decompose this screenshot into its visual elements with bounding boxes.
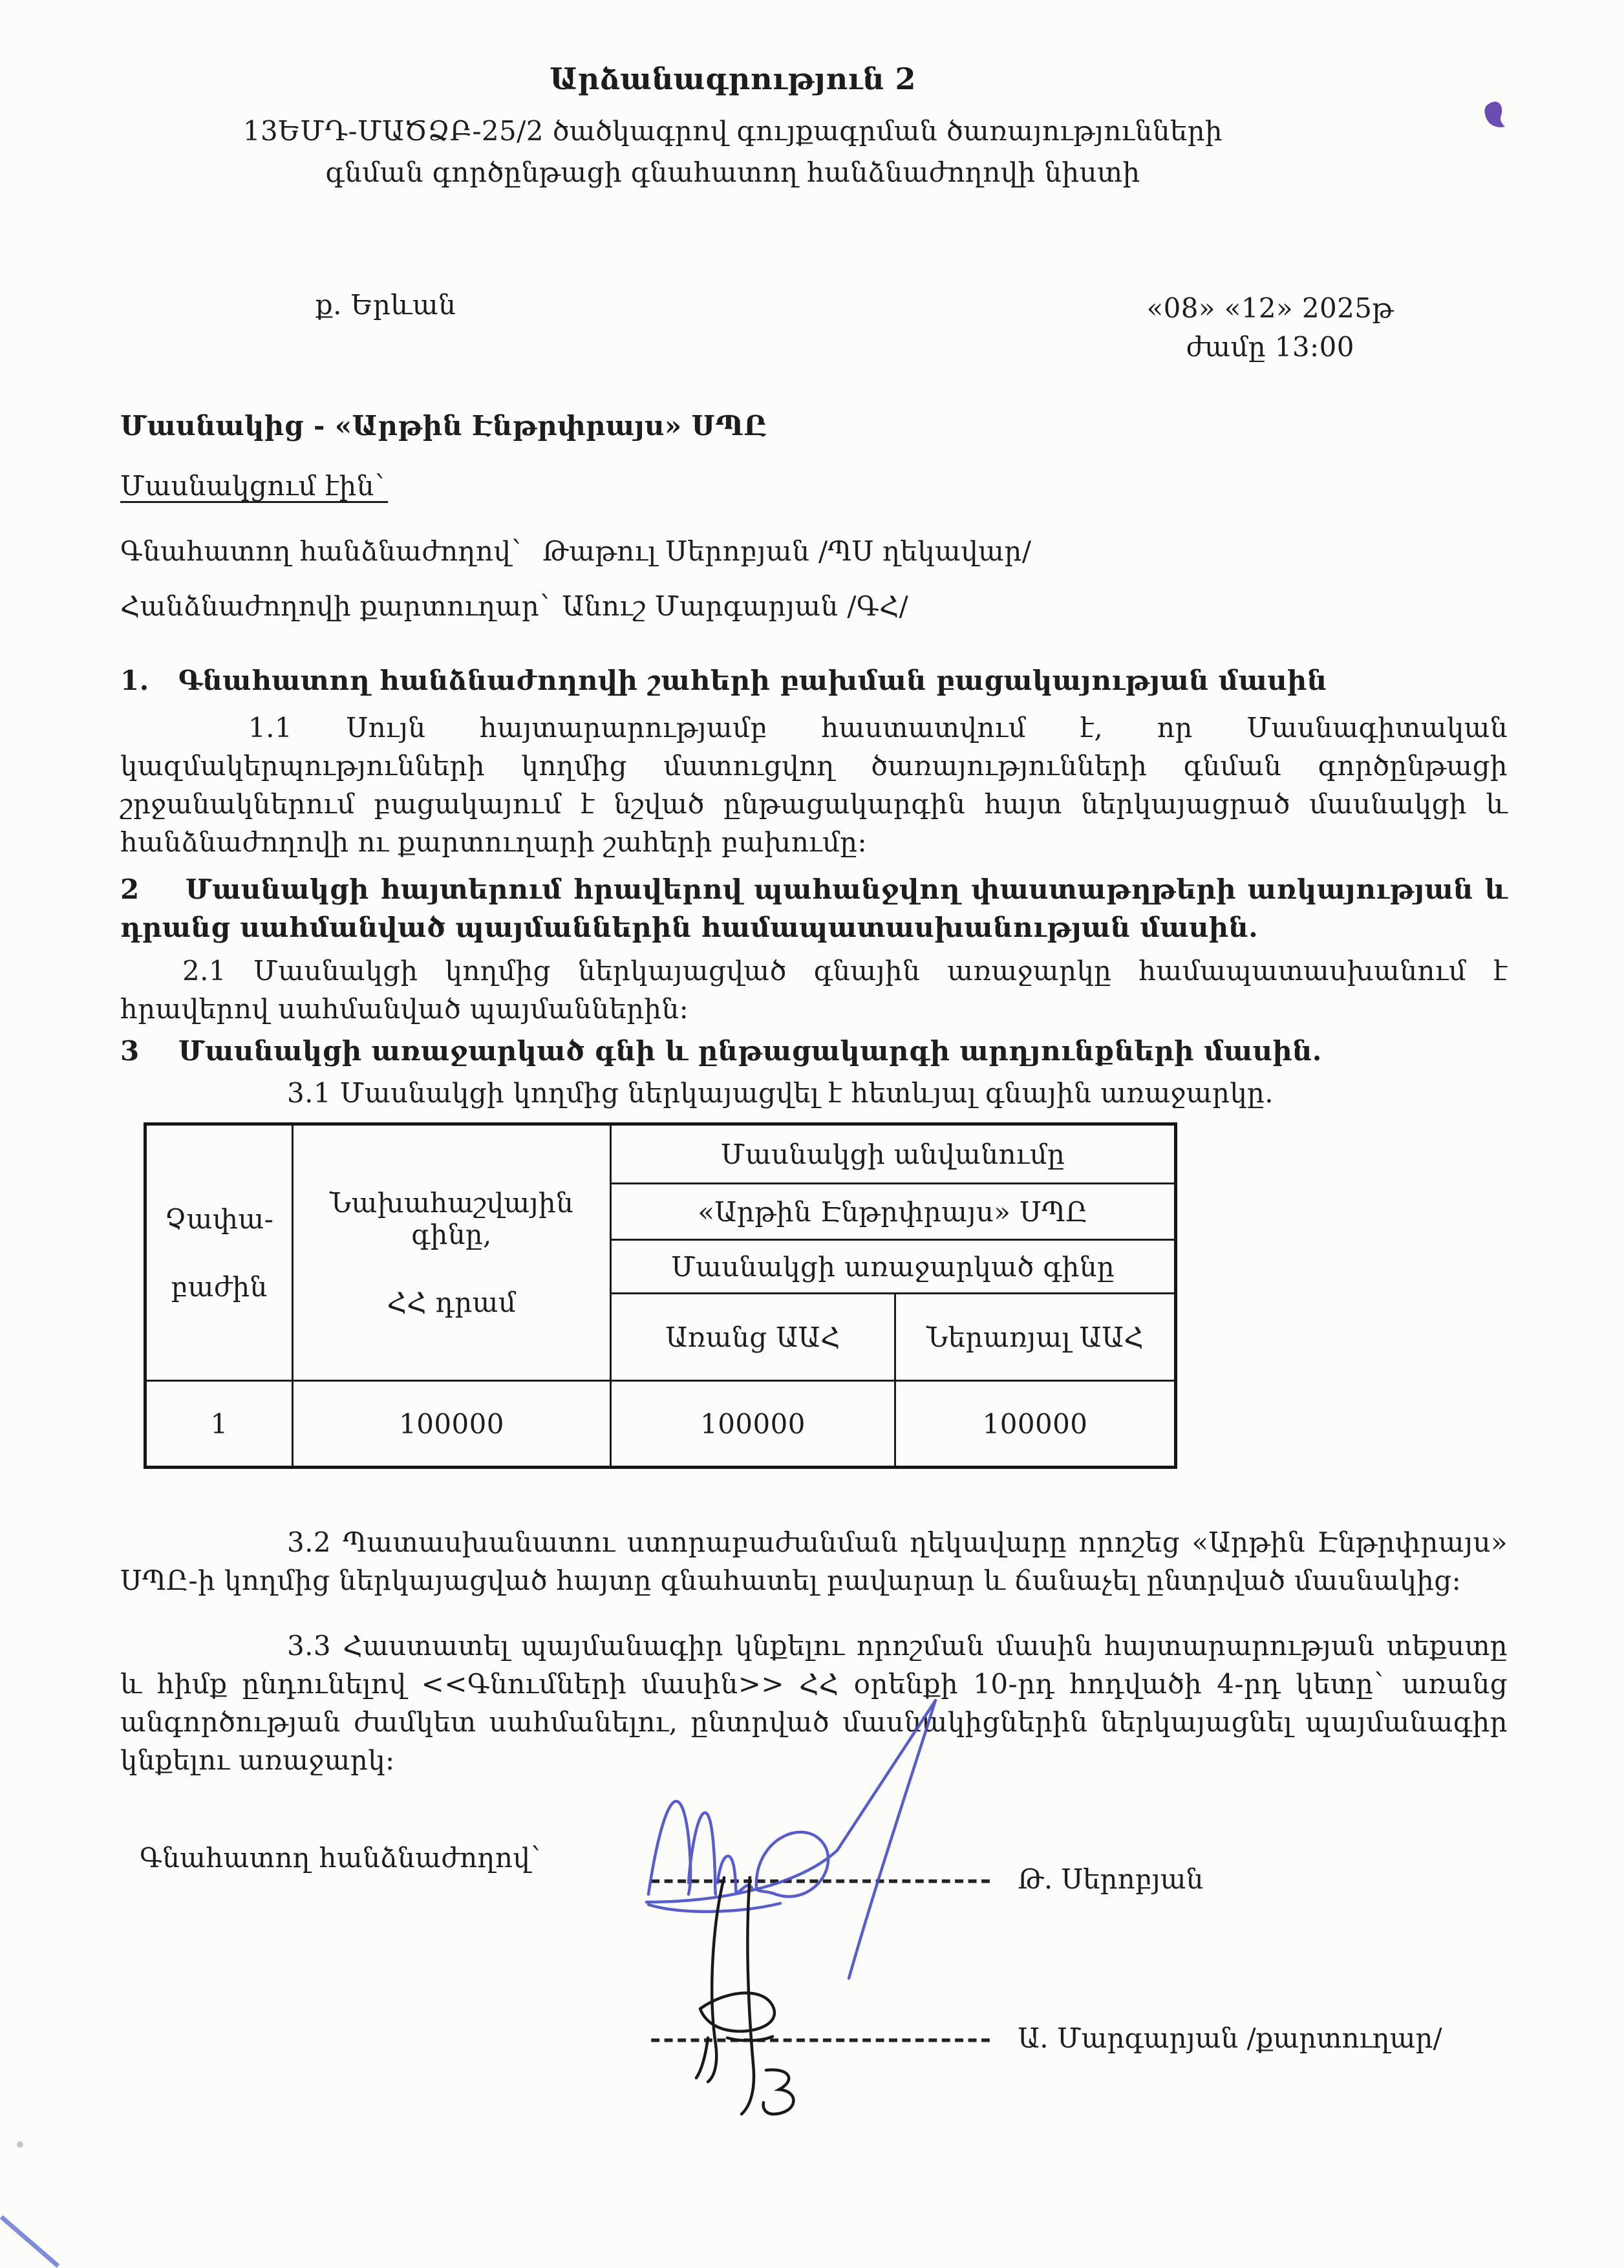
price-without-vat-cell: 100000 [611, 1381, 895, 1468]
with-vat-header: Ներառյալ ԱԱՀ [895, 1294, 1176, 1381]
lot-number-cell: 1 [145, 1381, 293, 1468]
estimated-price-cell: 100000 [293, 1381, 611, 1468]
lot-column-header [145, 1124, 293, 1381]
section-1-1-paragraph: 1.1 Սույն հայտարարությամբ հաստատվում է, որ Մասնագիտական կազմակերպությունների կողմից մատուցվող ծառայությունների գնման գործընթացի շրջանակներում բացակայում է նշված ընթացակարգին հայտ ներկայացրած մասնակցի և հանձնաժողովի ու քարտուղարի շահերի բախումը: [120, 712, 1508, 858]
section-2-heading: 2 Մասնակցի հայտերում հրավերով պահանջվող փաստաթղթերի առկայության և դրանց սահմանված պայմաններին համապատասխանության մասին. [120, 873, 1508, 943]
subtitle-line-2: գնման գործընթացի գնահատող հանձնաժողովի նիստի [325, 156, 1140, 188]
offered-price-header: Մասնակցի առաջարկած գինը [611, 1240, 1176, 1294]
signature-line-2: -------------------------- [650, 2022, 994, 2054]
price-offer-table [144, 1122, 1177, 1469]
participant-name-cell: «Արթին Էնթրփրայս» ՍՊԸ [611, 1184, 1176, 1240]
signer-name-2: Ա. Մարգարյան /քարտուղար/ [1018, 2022, 1442, 2054]
estimated-price-column-header [293, 1124, 611, 1381]
page-title: Արձանագրություն 2 [550, 61, 916, 96]
document-subtitle [120, 111, 1345, 193]
section-1-heading: 1. Գնահատող հանձնաժողովի շահերի բախման բացակայության մասին [120, 665, 1327, 696]
ink-dot [1479, 98, 1506, 129]
subtitle-line-1: 13ԵՄԴ-ՄԱԾՁԲ-25/2 ծածկագրով գույքագրման ծառայությունների [242, 115, 1223, 147]
black-signature-scribble [689, 1876, 831, 2119]
section-3-3-paragraph: 3.3 Հաստատել պայմանագիր կնքելու որոշման մասին հայտարարության տեքստը և հիմք ընդունելով <<Գնումների մասին>> ՀՀ օրենքի 10-րդ հոդվածի 4-րդ կետը` առանց անգործության ժամկետ սահմանելու, ընտրված մասնակիցներին ներկայացնել պայմանագիր կնքելու առաջարկ: [120, 1630, 1508, 1776]
estimated-price-header-line2: ՀՀ դրամ [387, 1287, 517, 1318]
participant-name-header: Մասնակցի անվանումը [611, 1124, 1176, 1184]
meeting-meta-row [120, 289, 1508, 367]
scan-streak [0, 2214, 61, 2268]
signature-line-1: -------------------------- [650, 1863, 994, 1895]
participant-line: Մասնակից - «Արթին Էնթրփրայս» ՍՊԸ [120, 410, 767, 442]
meeting-city: ք. Երևան [315, 289, 456, 321]
lot-header-line2: բաժին [171, 1270, 268, 1303]
section-2-1-paragraph: 2.1 Մասնակցի կողմից ներկայացված գնային առաջարկը համապատասխանում է հրավերով սահմանված պայմաններին: [120, 955, 1508, 1025]
lot-header-line1: Չափա- [164, 1203, 274, 1235]
price-with-vat-cell: 100000 [895, 1381, 1176, 1468]
estimated-price-header-line1: Նախահաշվային գինը, [329, 1187, 574, 1250]
meeting-datetime [1147, 289, 1394, 367]
meeting-date: «08» «12» 2025թ [1146, 292, 1394, 324]
attended-label-text: Մասնակցում էին` [120, 470, 389, 502]
section-3-2-paragraph: 3.2 Պատասխանատու ստորաբաժանման ղեկավարը որոշեց «Արթին Էնթրփրայս» ՍՊԸ-ի կողմից ներկայացված հայտը գնահատել բավարար և ճանաչել ընտրված մասնակից: [120, 1526, 1508, 1596]
signature-block-heading: Գնահատող հանձնաժողով` [140, 1842, 544, 1874]
scan-speck [17, 2141, 23, 2148]
meeting-time: ժամը 13:00 [1186, 331, 1354, 363]
section-3-1-paragraph: 3.1 Մասնակցի կողմից ներկայացվել է հետևյալ գնային առաջարկը. [287, 1077, 1274, 1109]
secretary-line: Հանձնաժողովի քարտուղար` Անուշ Մարգարյան /ԳՀ/ [120, 590, 909, 622]
without-vat-header: Առանց ԱԱՀ [611, 1294, 895, 1381]
signer-name-1: Թ. Սերոբյան [1018, 1863, 1204, 1895]
evaluator-line: Գնահատող հանձնաժողով` Թաթուլ Սերոբյան /ՊՍ ղեկավար/ [120, 535, 1032, 567]
section-3-heading: 3 Մասնակցի առաջարկած գնի և ընթացակարգի արդյունքների մասին. [120, 1035, 1322, 1067]
table-row [145, 1381, 1176, 1468]
attended-label [120, 467, 1508, 505]
